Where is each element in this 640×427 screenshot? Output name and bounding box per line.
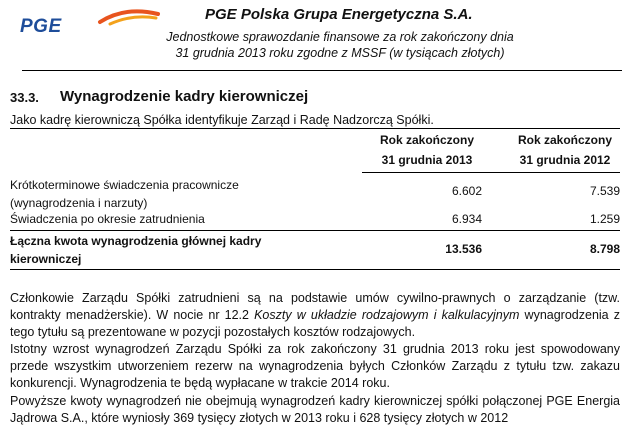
header-subtitle-line1: Jednostkowe sprawozdanie finansowe za rok zakończony dnia <box>166 30 514 44</box>
section-intro: Jako kadrę kierowniczą Spółka identyfikuje Zarząd i Radę Nadzorczą Spółki. <box>10 113 620 129</box>
table-total-2012: 8.798 <box>589 242 620 256</box>
table-cell-2013: 6.934 <box>451 212 482 226</box>
section-number: 33.3. <box>10 90 39 105</box>
table-row-label: Krótkoterminowe świadczenia pracownicze (wynagrodzenia i narzuty) <box>10 178 239 210</box>
paragraph-exclusion: Powyższe kwoty wynagrodzeń nie obejmują wynagrodzeń kadry kierowniczej spółki połączonej PGE Energia Jądrowa S.A., które wyniosły 369 tysięcy złotych w 2013 roku i 628 tysięcy złotych w 2012 <box>10 394 620 425</box>
company-name: PGE Polska Grupa Energetyczna S.A. <box>205 6 473 23</box>
total-divider <box>10 230 620 231</box>
table-row-label: Świadczenia po okresie zatrudnienia <box>10 212 205 226</box>
header-underline <box>362 172 620 173</box>
table-cell-2013: 6.602 <box>451 184 482 198</box>
table-total-2013: 13.536 <box>445 242 482 256</box>
column-header-2013: Rok zakończony 31 grudnia 2013 <box>379 133 475 167</box>
section-title: Wynagrodzenie kadry kierowniczej <box>60 88 309 105</box>
document-header <box>0 0 640 76</box>
table-bottom-border <box>10 269 620 270</box>
table-cell-2012: 1.259 <box>589 212 620 226</box>
paragraph-increase: Istotny wzrost wynagrodzeń Zarządu Spółki za rok zakończony 31 grudnia 2013 roku jest spowodowany przede wszystkim utworzeniem rezerw na wynagrodzenia byłych Członków Zarządu z tytułu tzw. zakazu konkurencji. Wynagrodzenia te będą wypłacane w trakcie 2014 roku. <box>10 342 620 390</box>
table-cell-2012: 7.539 <box>589 184 620 198</box>
paragraph-contracts: Członkowie Zarządu Spółki zatrudnieni są na podstawie umów cywilno-prawnych o zarządzanie (tzw. kontrakty menadżerskie). W nocie nr 12.2 Koszty w układzie rodzajowym i kalkulacyjnym wynagrodzenia z tego tytułu są prezentowane w pozycji pozostałych kosztów rodzajowych. <box>10 291 621 339</box>
logo-text: PGE <box>20 16 62 37</box>
header-divider <box>22 70 622 71</box>
table-row-total-label: Łączna kwota wynagrodzenia głównej kadry kierowniczej <box>10 234 262 266</box>
header-subtitle-line2: 31 grudnia 2013 roku zgodne z MSSF (w tysiącach złotych) <box>175 46 505 60</box>
column-header-2012: Rok zakończony 31 grudnia 2012 <box>517 133 613 167</box>
